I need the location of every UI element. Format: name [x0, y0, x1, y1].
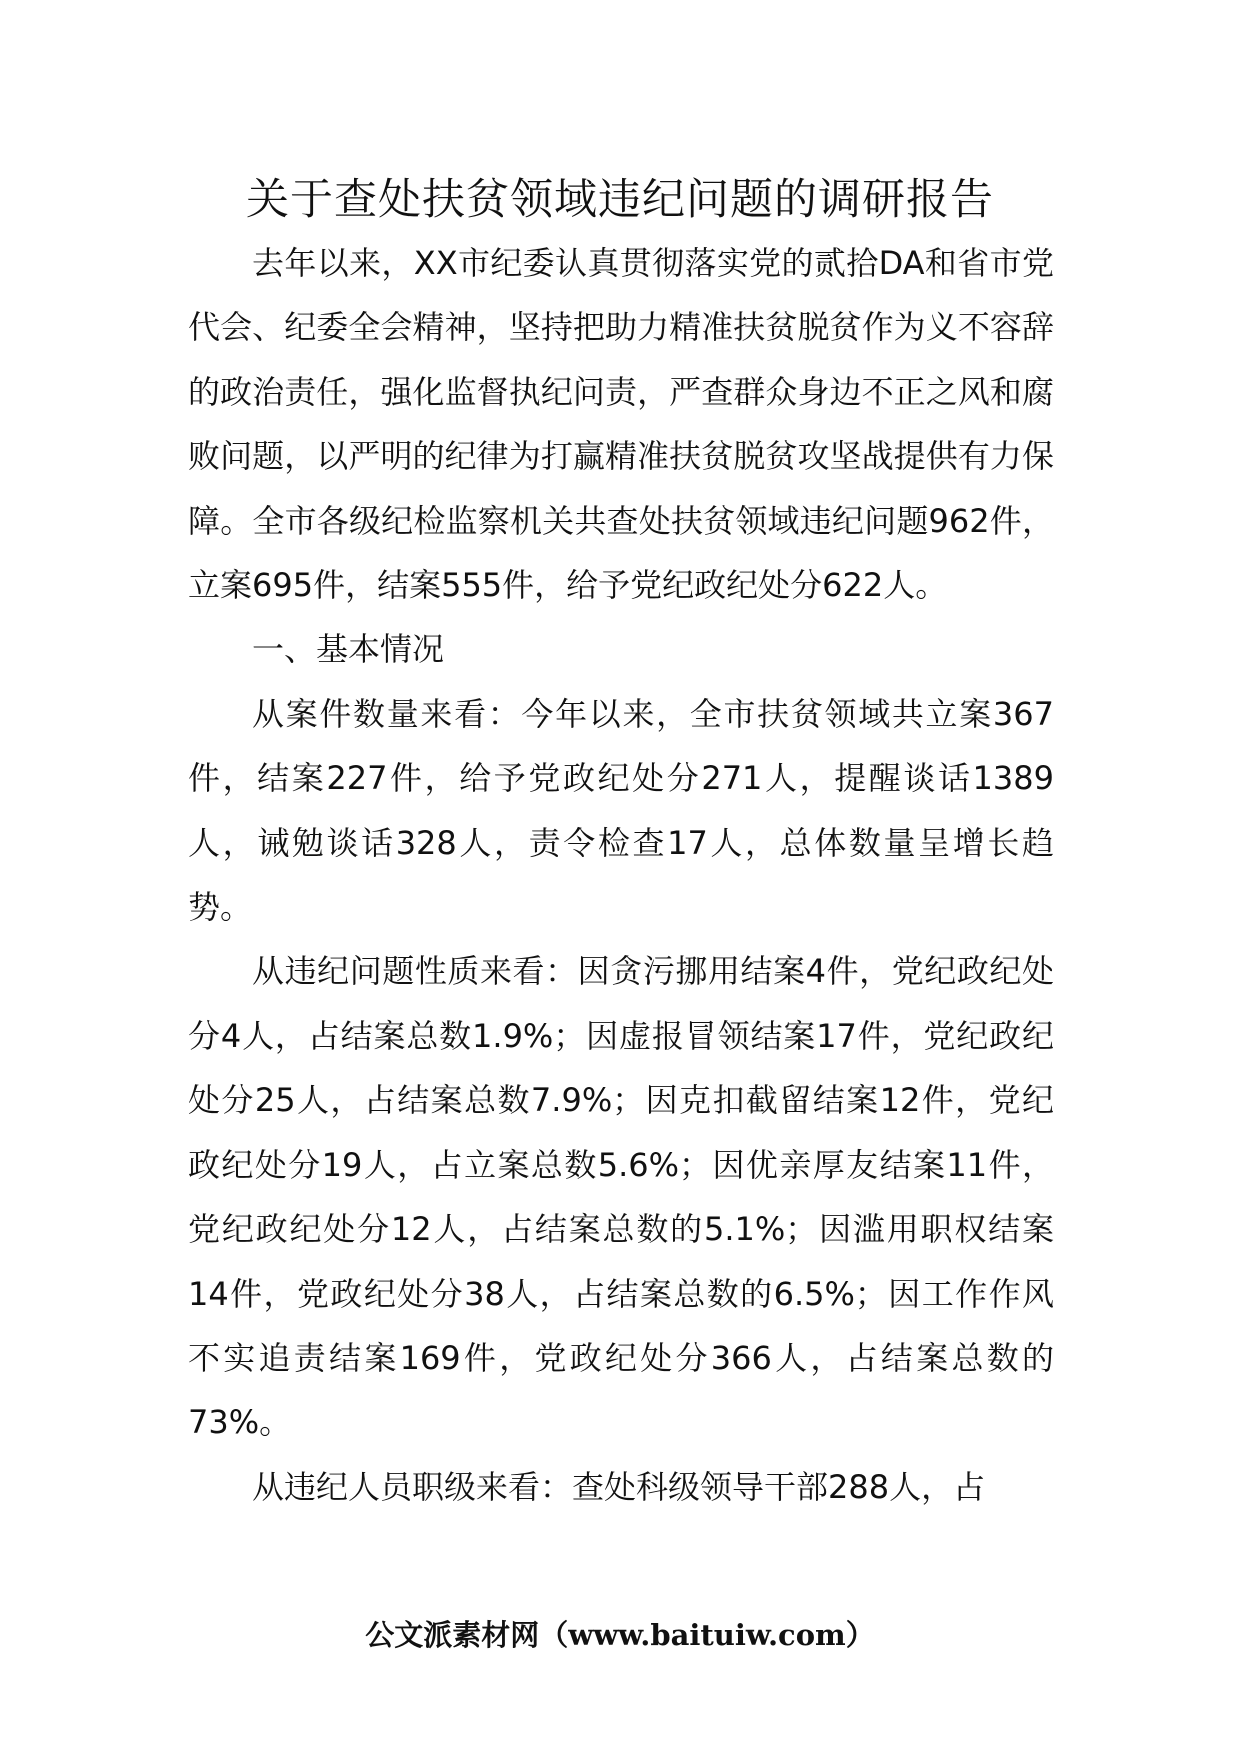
section-heading-basic-situation: 一、基本情况	[252, 630, 445, 669]
violation-nature-paragraph: 从违纪问题性质来看：因贪污挪用结案4件，党纪政纪处分4人，占结案总数1.9%；因虚报冒领结案17件，党纪政纪处分25人，占结案总数7.9%；因克扣截留结案12件，党纪政纪处分19人，占立案总数5.6%；因优亲厚友结案11件，党纪政纪处分12人，占结案总数的5.1%；因滥用职权结案14件，党政纪处分38人，占结案总数的6.5%；因工作作风不实追责结案169件，党政纪处分366人，占结案总数的73%。	[188, 952, 1054, 1442]
footer-watermark: 公文派素材网（www.baituiw.com）	[365, 1618, 875, 1652]
intro-paragraph: 去年以来，XX市纪委认真贯彻落实党的贰拾DA和省市党代会、纪委全会精神，坚持把助力精准扶贫脱贫作为义不容辞的政治责任，强化监督执纪问责，严查群众身边不正之风和腐败问题，以严明的纪律为打赢精准扶贫脱贫攻坚战提供有力保障。全市各级纪检监察机关共查处扶贫领域违纪问题962件，立案695件，结案555件，给予党纪政纪处分622人。	[188, 244, 1054, 605]
document-title: 关于查处扶贫领域违纪问题的调研报告	[246, 175, 994, 225]
document-body	[188, 231, 1054, 1519]
case-count-paragraph: 从案件数量来看：今年以来，全市扶贫领域共立案367件，结案227件，给予党政纪处分271人，提醒谈话1389人，诫勉谈话328人，责令检查17人，总体数量呈增长趋势。	[188, 694, 1054, 927]
personnel-rank-paragraph: 从违纪人员职级来看：查处科级领导干部288人，占	[252, 1467, 986, 1506]
